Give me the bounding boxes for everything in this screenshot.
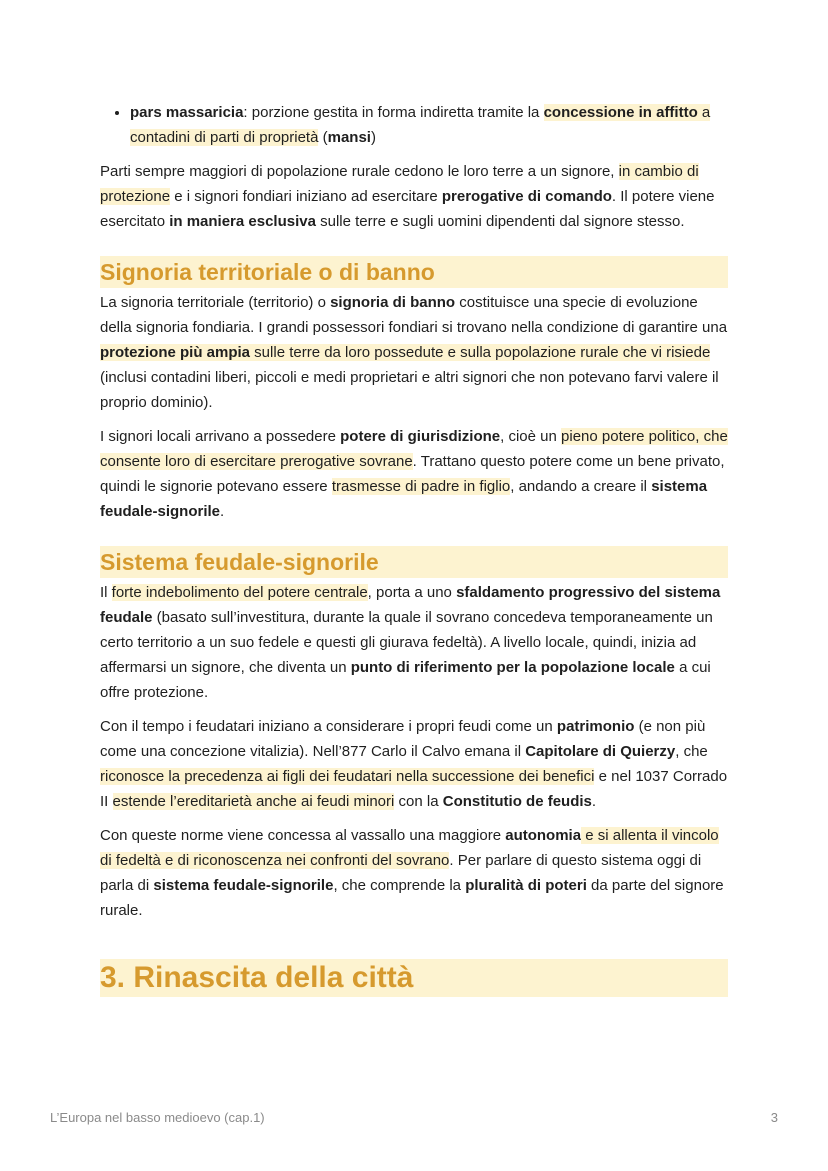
intro-paragraph: Parti sempre maggiori di popolazione rurale cedono le loro terre a un signore, in cambio di protezione e i signori fondiari iniziano ad esercitare prerogative di comando. Il potere viene esercitato in maniera esclusiva sulle terre e sugli uomini dipendenti dal signore stesso.	[100, 163, 715, 230]
paragraph: I signori locali arrivano a possedere potere di giurisdizione, cioè un pieno potere politico, che consente loro di esercitare prerogative sovrane. Trattano questo potere come un bene privato, quindi le signorie potevano essere trasmesse di padre in figlio, andando a creare il sistema feudale-signorile.	[100, 428, 728, 520]
highlight: trasmesse di padre in figlio	[331, 478, 511, 495]
intro-bullet-list	[100, 100, 728, 150]
section-heading-signoria: Signoria territoriale o di banno	[100, 256, 728, 288]
footer-title: L’Europa nel basso medioevo (cap.1)	[50, 1110, 265, 1125]
paragraph: La signoria territoriale (territorio) o signoria di banno costituisce una specie di evoluzione della signoria fondiaria. I grandi possessori fondiari si trovano nella condizione di garantire una protezione più ampia sulle terre da loro possedute e sulla popolazione rurale che vi risiede (inclusi contadini liberi, piccoli e medi proprietari e altri signori che non potevano farvi valere il proprio dominio).	[100, 294, 728, 411]
highlight: riconosce la precedenza ai figli dei feudatari nella successione dei benefici	[100, 768, 595, 785]
paragraph: Il forte indebolimento del potere centrale, porta a uno sfaldamento progressivo del sistema feudale (basato sull’investitura, durante la quale il sovrano concedeva temporaneamente un certo territorio a un suo fedele e questi gli giurava fedeltà). A livello locale, quindi, inizia ad affermarsi un signore, che diventa un punto di riferimento per la popolazione locale a cui offre protezione.	[100, 584, 721, 701]
section-heading-sistema: Sistema feudale-signorile	[100, 546, 728, 578]
highlight: protezione più ampia sulle terre da loro possedute e sulla popolazione rurale che vi risiede	[100, 344, 711, 361]
highlight: concessione in affitto a contadini di parti di proprietà	[130, 104, 711, 146]
paragraph: Con queste norme viene concessa al vassallo una maggiore autonomia e si allenta il vincolo di fedeltà e di riconoscenza nei confronti del sovrano. Per parlare di questo sistema oggi di parla di sistema feudale-signorile, che comprende la pluralità di poteri da parte del signore rurale.	[100, 827, 724, 919]
highlight: e si allenta il vincolo di fedeltà e di riconoscenza nei confronti del sovrano	[100, 827, 719, 869]
paragraph: Con il tempo i feudatari iniziano a considerare i propri feudi come un patrimonio (e non più come una concezione vitalizia). Nell’877 Carlo il Calvo emana il Capitolare di Quierzy, che riconosce la precedenza ai figli dei feudatari nella successione dei benefici e nel 1037 Corrado II estende l’ereditarietà anche ai feudi minori con la Constitutio de feudis.	[100, 718, 728, 810]
highlight: pieno potere politico, che consente loro di esercitare prerogative sovrane	[100, 428, 728, 470]
list-item: • pars massaricia: porzione gestita in forma indiretta tramite la concessione in affitto a contadini di parti di proprietà (mansi)	[130, 100, 728, 150]
page-footer	[50, 1110, 778, 1125]
term-bold: pars massaricia	[130, 104, 244, 121]
highlight: estende l’ereditarietà anche ai feudi minori	[112, 793, 395, 810]
chapter-heading-rinascita: 3. Rinascita della città	[100, 959, 728, 997]
page-content	[100, 100, 728, 997]
highlight: forte indebolimento del potere centrale	[111, 584, 368, 601]
page-number: 3	[770, 1110, 778, 1125]
highlight: in cambio di protezione	[100, 163, 699, 205]
